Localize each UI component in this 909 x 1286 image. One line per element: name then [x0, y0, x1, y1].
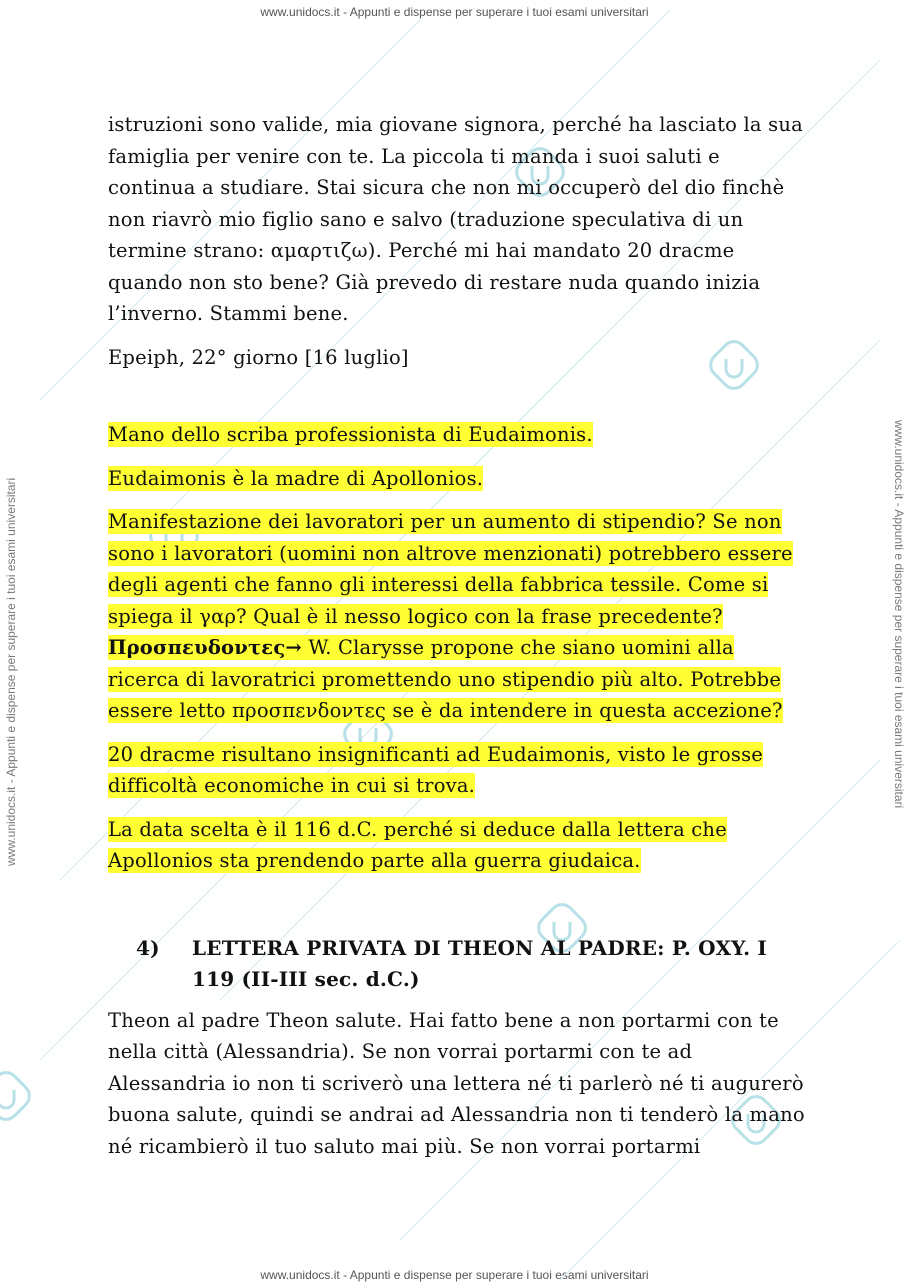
watermark-side-left: www.unidocs.it - Appunti e dispense per superare i tuoi esami universitari: [4, 477, 18, 866]
greek-term: προσπενδοντες: [232, 699, 387, 722]
greek-term: γαρ: [199, 604, 237, 628]
arrow-icon: →: [285, 636, 302, 659]
watermark-top: www.unidocs.it - Appunti e dispense per superare i tuoi esami universitari: [260, 5, 649, 19]
watermark-logo-icon: [0, 1068, 34, 1125]
note-1: Mano dello scriba professionista di Eudaimonis.: [108, 423, 593, 446]
watermark-side-right: www.unidocs.it - Appunti e dispense per superare i tuoi esami universitari: [892, 420, 906, 809]
section-title: LETTERA PRIVATA DI THEON AL PADRE: P. OXY. I 119 (II-III sec. d.C.): [192, 935, 767, 991]
greek-term: Προσπευδοντες: [108, 636, 286, 659]
note-2: Eudaimonis è la madre di Apollonios.: [108, 466, 484, 490]
greek-term: αμαρτιζω: [270, 239, 368, 262]
note-3: Manifestazione dei lavoratori per un aumento di stipendio? Se non sono i lavoratori (uomini non altrove menzionati) potrebbero essere degli agenti che fanno gli interessi della fabbrica tessile. Come si spiega il γαρ? Qual è il nesso logico con la frase precedente? Προσπευδοντες→ W. Clarysse propone che siano uomini alla ricerca di lavoratrici promettendo uno stipendio più alto. Potrebbe essere letto προσπενδοντες se è da intendere in questa accezione?: [108, 510, 793, 722]
document-body: [108, 109, 808, 1174]
section-heading: [136, 933, 808, 995]
section-number: 4): [136, 935, 160, 960]
letter-paragraph: istruzioni sono valide, mia giovane signora, perché ha lasciato la sua famiglia per venire con te. La piccola ti manda i suoi saluti e continua a studiare. Stai sicura che non mi occuperò del dio finchè non riavrò mio figlio sano e salvo (traduzione speculativa di un termine strano: αμαρτιζω). Perché mi hai mandato 20 dracme quando non sto bene? Già prevedo di restare nuda quando inizia l’inverno. Stammi bene.: [108, 113, 803, 325]
letter-date: Epeiph, 22° giorno [16 luglio]: [108, 345, 409, 369]
note-5: La data scelta è il 116 d.C. perché si deduce dalla lettera che Apollonios sta prendendo parte alla guerra giudaica.: [108, 817, 727, 872]
note-4: 20 dracme risultano insignificanti ad Eudaimonis, visto le grosse difficoltà economiche in cui si trova.: [108, 742, 764, 797]
watermark-bottom: www.unidocs.it - Appunti e dispense per superare i tuoi esami universitari: [260, 1268, 649, 1282]
letter-text: Theon al padre Theon salute. Hai fatto bene a non portarmi con te nella città (Alessandria). Se non vorrai portarmi con te ad Alessandria io non ti scriverò una lettera né ti parlerò né ti augurerò buona salute, quindi se andrai ad Alessandria non ti tenderò la mano né ricambierò il tuo saluto mai più. Se non vorrai portarmi: [108, 1008, 805, 1158]
